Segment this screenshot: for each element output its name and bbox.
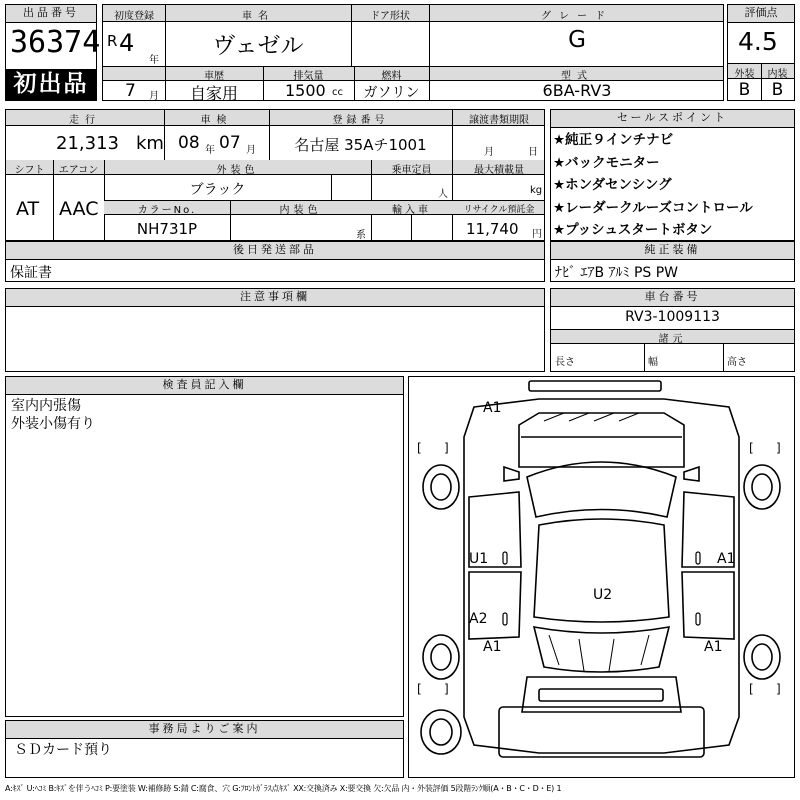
chassis-number: RV3-1009113 [625,309,720,325]
color-no-label: カラーNo. [137,205,197,216]
roof [534,519,669,622]
history-label: 車歴 [204,71,224,82]
office-box [5,720,404,778]
fuel-label: 燃料 [381,71,402,82]
displacement: 1500 [285,81,326,100]
yen-unit: 円 [532,229,542,240]
transfer-label: 譲渡書類期限 [469,115,529,126]
damage-mark-left-rear: A1 [483,639,502,655]
exterior-grade: B [738,80,751,100]
equipment-label: 純正装備 [551,242,794,260]
office-label: 事務局よりご案内 [6,721,403,739]
first-listing-badge [6,69,96,100]
int-color-label: 内装色 [279,205,322,216]
wheel-rear-left [423,635,459,679]
car-name: ヴェゼル [212,33,304,59]
grade: G [568,27,586,53]
equipment-value: ﾅﾋﾞ ｴｱB ｱﾙﾐ PS PW [555,265,679,281]
color-no: NH731P [136,220,198,238]
sales-point-4: ★レーダークルーズコントロール [553,200,753,216]
right-rear-door [682,572,734,639]
load-label: 最大積載量 [474,165,524,176]
inspection-month-unit: 月 [246,145,256,156]
door-label: ドア形状 [370,11,410,22]
shift: AT [16,198,40,220]
capacity-unit: 人 [438,189,448,200]
wheel-front-right [744,465,780,509]
plate: 名古屋 35Aチ1001 [294,136,427,154]
damage-mark-roof: U2 [593,587,613,603]
spec-table [5,109,545,241]
score: 4.5 [738,27,778,56]
displacement-label: 排気量 [293,71,324,82]
wheel-rear-right [744,635,780,679]
spare-wheel [421,710,461,754]
ac-label: エアコン [58,165,99,176]
mileage-label: 走行 [69,115,101,126]
rear-bumper [539,689,663,701]
sales-points-label: セールスポイント [551,110,794,128]
int-color-unit: 系 [356,230,366,241]
first-reg-label: 初度登録 [114,11,154,22]
legend-footer: A:ｷｽﾞ U:ﾍｺﾐ B:ｷｽﾞを伴うﾍｺﾐ P:要塗装 W:補修跡 S:錆 C:腐食、穴 G:ﾌﾛﾝﾄｶﾞﾗｽ点ｷｽﾞ XX:交換済み X:要交換 欠:欠品 内・外装評価 5段階ﾗﾝｸ順(A・B・C・D・E) 1 [5,784,562,793]
later-parts-label: 後日発送部品 [6,242,544,260]
interior-grade: B [771,80,784,100]
capacity-label: 乗車定員 [391,165,432,176]
transfer-day: 日 [528,147,538,158]
inspection-year-unit: 年 [205,145,215,156]
ac: AAC [59,198,99,220]
fuel: ガソリン [363,85,420,101]
bracket-left-1: [ [417,441,422,455]
bracket-right-2: ] [776,441,781,455]
plate-label: 登録番号 [332,115,389,126]
mileage: 21,313 [56,133,119,154]
month-unit: 月 [149,91,159,102]
chassis-box [550,288,795,372]
grade-label: グレード [541,11,613,22]
history: 自家用 [189,84,238,103]
width-label: 幅 [648,357,658,368]
score-box [727,4,795,101]
later-parts-box [5,241,545,282]
bracket-right-3: ] [444,682,449,696]
bracket-left-4: [ [749,682,754,696]
sales-point-1: ★純正９インチナビ [553,132,674,148]
recycle-label: リサイクル預託金 [463,205,535,215]
load-unit: kg [530,185,543,196]
damage-mark-left-front-door: U1 [469,551,489,567]
notes-box [5,288,545,372]
bracket-right-1: ] [444,441,449,455]
ext-color-label: 外装色 [216,165,259,176]
model-label: 型式 [561,71,593,82]
hood [519,413,684,467]
score-label: 評価点 [728,5,794,23]
interior-label: 内装 [767,69,788,80]
inspector-line-2: 外装小傷有り [11,416,95,432]
exterior-label: 外装 [734,69,755,80]
left-mirror [504,467,519,481]
transfer-month: 月 [484,147,494,158]
sales-point-2: ★バックモニター [553,155,660,171]
damage-mark-right-front-door: A1 [717,551,736,567]
cc-unit: cc [332,87,343,98]
wheel-front-left [423,465,459,509]
reg-year: 4 [119,29,135,57]
import-label: 輸入車 [392,205,431,216]
specs-label: 諸元 [658,334,687,345]
ext-color: ブラック [189,182,246,198]
sales-point-5: ★プッシュスタートボタン [553,222,713,238]
bracket-left-2: [ [749,441,754,455]
sales-points-box [550,109,795,241]
reg-month: 7 [125,81,136,101]
height-label: 高さ [727,357,747,368]
office-value: ＳＤカード預り [14,742,112,758]
notes-label: 注意事項欄 [6,289,544,307]
inspection-month: 07 [219,133,241,153]
front-bumper [529,381,661,391]
windshield [527,462,676,517]
chassis-label: 車台番号 [551,289,794,307]
year-unit: 年 [149,55,159,66]
recycle: 11,740 [466,220,519,238]
later-parts-value: 保証書 [10,265,52,281]
bracket-right-4: ] [776,682,781,696]
car-diagram-svg [409,377,794,777]
lot-number: 36374 [10,25,101,60]
inspector-box [5,376,404,717]
equipment-box [550,241,795,282]
km-unit: km [136,133,164,154]
model: 6BA-RV3 [542,81,612,100]
left-rear-door [469,572,521,639]
car-diagram [408,376,795,778]
era: R [107,32,118,50]
inspection-year: 08 [178,133,200,153]
inspector-line-1: 室内内張傷 [11,398,81,414]
damage-mark-right-rear: A1 [704,639,723,655]
length-label: 長さ [555,357,575,368]
body-outline [464,399,739,753]
header-table [102,4,724,101]
inspector-label: 検査員記入欄 [6,377,403,395]
lot-box [5,4,101,101]
first-listing-text: 初出品 [13,71,89,97]
inspection-label: 車検 [200,115,233,126]
lot-label: 出品番号 [6,5,96,23]
shift-label: シフト [14,165,45,176]
bracket-left-3: [ [417,682,422,696]
sales-point-3: ★ホンダセンシング [553,177,672,193]
damage-mark-left-rear-door: A2 [469,611,488,627]
car-name-label: 車名 [242,11,274,22]
damage-mark-front: A1 [483,400,502,416]
right-mirror [684,467,699,481]
